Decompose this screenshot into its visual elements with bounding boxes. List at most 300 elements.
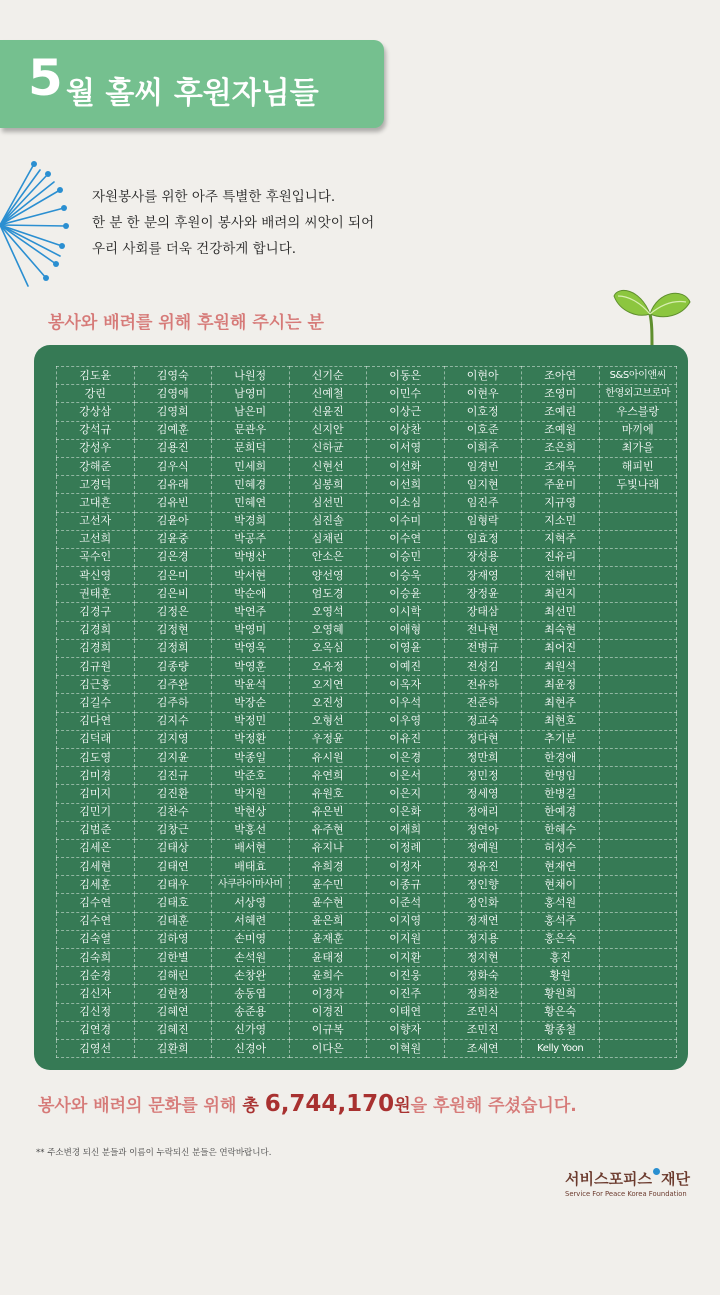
donor-name-cell: [599, 821, 677, 839]
donor-name-cell: 이우영: [367, 712, 445, 730]
donor-name-cell: [599, 658, 677, 676]
donor-name-cell: 조예원: [522, 421, 600, 439]
donor-name-cell: 김윤중: [134, 530, 212, 548]
donor-name-cell: 최선민: [522, 603, 600, 621]
sprout-icon: [612, 278, 692, 353]
donor-name-cell: 이진주: [367, 985, 445, 1003]
donor-name-cell: 최가을: [599, 439, 677, 457]
donor-name-cell: 윤수현: [289, 894, 367, 912]
donor-name-cell: 김해린: [134, 967, 212, 985]
donor-name-cell: 정유진: [444, 858, 522, 876]
donor-name-cell: 이승윤: [367, 585, 445, 603]
logo-name-part2: 재단: [660, 1170, 690, 1188]
donor-name-cell: 엄도경: [289, 585, 367, 603]
donor-name-cell: 김한별: [134, 949, 212, 967]
donor-name-cell: 박준호: [212, 767, 290, 785]
table-row: [57, 603, 677, 621]
donor-name-cell: 김혜진: [134, 1021, 212, 1039]
donor-name-cell: 김환희: [134, 1039, 212, 1057]
donor-name-cell: 오유정: [289, 658, 367, 676]
donor-name-cell: 박장순: [212, 694, 290, 712]
donor-name-cell: 이유진: [367, 730, 445, 748]
donor-name-cell: 이경진: [289, 1003, 367, 1021]
donor-name-cell: 강상삼: [57, 403, 135, 421]
donor-name-cell: 고대흔: [57, 494, 135, 512]
donor-name-cell: [599, 585, 677, 603]
donor-name-cell: 이예진: [367, 658, 445, 676]
donor-name-cell: 임경빈: [444, 457, 522, 475]
donor-name-cell: [599, 567, 677, 585]
donor-name-cell: 최현호: [522, 712, 600, 730]
donor-name-cell: 홍석주: [522, 912, 600, 930]
donor-name-cell: [599, 730, 677, 748]
donor-name-cell: 한병길: [522, 785, 600, 803]
donor-name-cell: 조세연: [444, 1039, 522, 1057]
donor-name-cell: 장재영: [444, 567, 522, 585]
donor-name-cell: 이혁원: [367, 1039, 445, 1057]
donor-name-cell: 오형선: [289, 712, 367, 730]
donor-name-cell: 김주하: [134, 694, 212, 712]
donor-name-cell: 홍진: [522, 949, 600, 967]
intro-line: 한 분 한 분의 후원이 봉사와 배려의 씨앗이 되어: [92, 215, 375, 231]
donor-name-cell: 유연희: [289, 767, 367, 785]
donor-name-cell: 강성우: [57, 439, 135, 457]
donor-name-cell: 오진성: [289, 694, 367, 712]
donor-name-cell: [599, 785, 677, 803]
donor-name-cell: 고경덕: [57, 476, 135, 494]
donor-name-cell: [599, 494, 677, 512]
table-row: [57, 949, 677, 967]
donor-name-cell: 장태삼: [444, 603, 522, 621]
donor-name-cell: 김범준: [57, 821, 135, 839]
donor-name-cell: 임지현: [444, 476, 522, 494]
donor-name-cell: 조아연: [522, 367, 600, 385]
table-row: [57, 785, 677, 803]
donor-name-cell: 이지영: [367, 912, 445, 930]
donor-name-cell: 허성수: [522, 839, 600, 857]
table-row: [57, 421, 677, 439]
donor-name-cell: 신기순: [289, 367, 367, 385]
donor-name-cell: 민혜연: [212, 494, 290, 512]
logo-name-part1: 서비스포피스: [565, 1170, 652, 1188]
table-row: [57, 639, 677, 657]
title-text: 월 홀씨 후원자님들: [66, 76, 319, 111]
table-row: [57, 621, 677, 639]
table-row: [57, 676, 677, 694]
donor-name-cell: 신예철: [289, 385, 367, 403]
donor-name-cell: 민세희: [212, 457, 290, 475]
donor-name-cell: 사쿠라이마사미: [212, 876, 290, 894]
donor-name-cell: [599, 676, 677, 694]
donor-name-cell: 조예린: [522, 403, 600, 421]
donor-name-cell: 조은희: [522, 439, 600, 457]
donor-name-cell: 김정현: [134, 621, 212, 639]
donor-name-cell: [599, 1039, 677, 1057]
donor-name-cell: 이종규: [367, 876, 445, 894]
table-row: [57, 694, 677, 712]
donor-name-cell: 이호정: [444, 403, 522, 421]
donor-name-cell: 정화숙: [444, 967, 522, 985]
donor-name-cell: 김수연: [57, 912, 135, 930]
donor-name-cell: 유은빈: [289, 803, 367, 821]
donor-name-cell: 심봉희: [289, 476, 367, 494]
donor-name-cell: 이경자: [289, 985, 367, 1003]
table-row: [57, 1003, 677, 1021]
donor-name-cell: 이지원: [367, 930, 445, 948]
donor-name-cell: 박순애: [212, 585, 290, 603]
donor-name-cell: 한혜수: [522, 821, 600, 839]
table-row: [57, 512, 677, 530]
donor-name-cell: 이선화: [367, 457, 445, 475]
donor-name-cell: 정예원: [444, 839, 522, 857]
donor-name-cell: 박정환: [212, 730, 290, 748]
donor-name-cell: 손석원: [212, 949, 290, 967]
summary-suffix: 을 후원해 주셨습니다.: [410, 1096, 577, 1116]
donor-name-cell: 이서영: [367, 439, 445, 457]
donor-name-cell: 한영외고브로마: [599, 385, 677, 403]
donor-name-cell: 정교숙: [444, 712, 522, 730]
donor-name-cell: 정다현: [444, 730, 522, 748]
title-month: 5: [28, 49, 63, 107]
donor-name-cell: 김숙열: [57, 930, 135, 948]
donor-name-cell: [599, 748, 677, 766]
donor-name-cell: 김영선: [57, 1039, 135, 1057]
dandelion-seed-decoration-icon: [0, 160, 70, 290]
donor-name-cell: 윤수민: [289, 876, 367, 894]
summary-total-label: 총: [242, 1096, 259, 1116]
donor-name-cell: [599, 767, 677, 785]
donor-name-cell: 이현아: [444, 367, 522, 385]
table-row: [57, 821, 677, 839]
donor-name-cell: 박경희: [212, 512, 290, 530]
donor-name-cell: [599, 839, 677, 857]
donor-name-cell: 박병산: [212, 548, 290, 566]
donor-name-cell: [599, 712, 677, 730]
donor-name-cell: 정민정: [444, 767, 522, 785]
donor-name-cell: 김경희: [57, 621, 135, 639]
donor-name-cell: 김세훈: [57, 876, 135, 894]
donor-name-cell: 이상찬: [367, 421, 445, 439]
donor-name-cell: 남영미: [212, 385, 290, 403]
donor-name-cell: 송동엽: [212, 985, 290, 1003]
donor-name-cell: 지소민: [522, 512, 600, 530]
table-row: [57, 967, 677, 985]
donor-name-cell: 김규원: [57, 658, 135, 676]
donor-name-cell: 김도윤: [57, 367, 135, 385]
donor-name-cell: 최원석: [522, 658, 600, 676]
donor-name-cell: 이시학: [367, 603, 445, 621]
donor-name-cell: 황은숙: [522, 1003, 600, 1021]
donor-name-cell: 임효정: [444, 530, 522, 548]
donor-name-cell: [599, 876, 677, 894]
donor-name-cell: 윤희수: [289, 967, 367, 985]
table-row: [57, 457, 677, 475]
table-row: [57, 930, 677, 948]
intro-line: 자원봉사를 위한 아주 특별한 후원입니다.: [92, 189, 336, 205]
donor-name-cell: 윤은희: [289, 912, 367, 930]
donor-name-cell: 지규영: [522, 494, 600, 512]
donor-name-cell: 심진솔: [289, 512, 367, 530]
donor-name-cell: 신현선: [289, 457, 367, 475]
intro-line: 우리 사회를 더욱 건강하게 합니다.: [92, 241, 297, 257]
donor-name-cell: 김윤아: [134, 512, 212, 530]
donor-name-cell: 조민식: [444, 1003, 522, 1021]
donor-name-cell: [599, 858, 677, 876]
donor-name-cell: 김정은: [134, 603, 212, 621]
donor-name-cell: 이은지: [367, 785, 445, 803]
donor-name-cell: 송준용: [212, 1003, 290, 1021]
donor-name-cell: [599, 894, 677, 912]
donor-name-cell: 장성용: [444, 548, 522, 566]
donor-name-cell: 황원: [522, 967, 600, 985]
table-row: [57, 1039, 677, 1057]
table-row: [57, 767, 677, 785]
donor-name-cell: 박공주: [212, 530, 290, 548]
table-row: [57, 385, 677, 403]
donor-name-cell: 한예경: [522, 803, 600, 821]
table-row: [57, 367, 677, 385]
donor-name-cell: 주윤미: [522, 476, 600, 494]
donor-name-cell: [599, 530, 677, 548]
section-title: 봉사와 배려를 위해 후원해 주시는 분: [48, 313, 324, 333]
donor-name-cell: 전병규: [444, 639, 522, 657]
logo-name: [565, 1168, 690, 1189]
donor-name-cell: 박영미: [212, 621, 290, 639]
donor-name-cell: 정만희: [444, 748, 522, 766]
donor-name-cell: 이승민: [367, 548, 445, 566]
donor-name-cell: [599, 985, 677, 1003]
table-row: [57, 730, 677, 748]
donor-name-cell: 김순경: [57, 967, 135, 985]
donor-name-cell: 김태우: [134, 876, 212, 894]
donor-name-cell: 나원정: [212, 367, 290, 385]
table-row: [57, 494, 677, 512]
donor-name-cell: 이향자: [367, 1021, 445, 1039]
table-row: [57, 839, 677, 857]
foundation-logo: [565, 1168, 690, 1198]
table-row: [57, 585, 677, 603]
donor-name-cell: 김예훈: [134, 421, 212, 439]
donor-name-cell: 정인향: [444, 876, 522, 894]
table-row: [57, 858, 677, 876]
donor-name-cell: 이애형: [367, 621, 445, 639]
donor-name-cell: 윤태정: [289, 949, 367, 967]
table-row: [57, 748, 677, 766]
donor-name-cell: 정지용: [444, 930, 522, 948]
donor-name-cell: 정재연: [444, 912, 522, 930]
donor-name-cell: 김유빈: [134, 494, 212, 512]
donor-name-cell: 배서현: [212, 839, 290, 857]
donor-name-cell: 유희경: [289, 858, 367, 876]
donor-name-cell: 이승욱: [367, 567, 445, 585]
donor-name-cell: 김하영: [134, 930, 212, 948]
donor-name-cell: 해피빈: [599, 457, 677, 475]
donor-name-cell: 김유래: [134, 476, 212, 494]
donor-name-cell: 배태효: [212, 858, 290, 876]
donor-name-cell: 오영석: [289, 603, 367, 621]
donor-name-cell: 이은경: [367, 748, 445, 766]
donor-name-cell: 김정희: [134, 639, 212, 657]
donor-name-cell: 이지환: [367, 949, 445, 967]
donor-name-cell: 진해빈: [522, 567, 600, 585]
donor-name-cell: 강석규: [57, 421, 135, 439]
table-row: [57, 658, 677, 676]
table-row: [57, 439, 677, 457]
donor-name-cell: 박영훈: [212, 658, 290, 676]
donor-name-cell: 김덕래: [57, 730, 135, 748]
donor-name-cell: 장정윤: [444, 585, 522, 603]
donor-name-cell: 홍은숙: [522, 930, 600, 948]
donor-name-cell: 김혜연: [134, 1003, 212, 1021]
summary-unit: 원: [394, 1096, 411, 1116]
donor-name-cell: 신하균: [289, 439, 367, 457]
donor-name-cell: 우정윤: [289, 730, 367, 748]
donor-name-cell: 이우석: [367, 694, 445, 712]
donor-name-cell: 김경구: [57, 603, 135, 621]
donor-name-cell: 김현정: [134, 985, 212, 1003]
donor-name-cell: 정희찬: [444, 985, 522, 1003]
donor-name-cell: 조재욱: [522, 457, 600, 475]
donor-name-cell: 정세영: [444, 785, 522, 803]
donor-name-cell: 손창완: [212, 967, 290, 985]
donor-name-cell: 오영혜: [289, 621, 367, 639]
donor-name-cell: 이다은: [289, 1039, 367, 1057]
donor-name-cell: 최어진: [522, 639, 600, 657]
donor-name-cell: 이정자: [367, 858, 445, 876]
donor-name-cell: 박연주: [212, 603, 290, 621]
donor-name-cell: 이태연: [367, 1003, 445, 1021]
donor-name-cell: 이재희: [367, 821, 445, 839]
donor-name-cell: [599, 803, 677, 821]
donor-name-cell: 김영희: [134, 403, 212, 421]
donor-name-cell: 곡수인: [57, 548, 135, 566]
table-row: [57, 567, 677, 585]
donor-name-cell: 진유리: [522, 548, 600, 566]
donor-name-cell: 심채린: [289, 530, 367, 548]
donor-name-cell: 김진환: [134, 785, 212, 803]
donor-name-cell: 박지원: [212, 785, 290, 803]
donor-name-cell: 이동은: [367, 367, 445, 385]
donor-name-cell: 강해준: [57, 457, 135, 475]
donor-name-cell: [599, 621, 677, 639]
donor-name-cell: 두빛나래: [599, 476, 677, 494]
donor-name-cell: 박현상: [212, 803, 290, 821]
donor-name-cell: 심선민: [289, 494, 367, 512]
donor-name-cell: 고선자: [57, 512, 135, 530]
donor-name-cell: 박영욱: [212, 639, 290, 657]
donor-name-cell: 정연아: [444, 821, 522, 839]
donor-name-cell: 문희덕: [212, 439, 290, 457]
logo-subtitle: Service For Peace Korea Foundation: [565, 1190, 687, 1198]
donor-name-cell: 김길수: [57, 694, 135, 712]
donor-name-cell: 김영애: [134, 385, 212, 403]
donor-name-cell: 신윤진: [289, 403, 367, 421]
donor-name-cell: 신가영: [212, 1021, 290, 1039]
donor-name-cell: 김미지: [57, 785, 135, 803]
donor-name-cell: 김연경: [57, 1021, 135, 1039]
donor-name-cell: 유주현: [289, 821, 367, 839]
donor-name-cell: [599, 639, 677, 657]
donor-name-cell: 김용진: [134, 439, 212, 457]
donor-name-cell: 김우식: [134, 457, 212, 475]
table-row: [57, 912, 677, 930]
donor-name-cell: 최린지: [522, 585, 600, 603]
donor-name-cell: 김태연: [134, 858, 212, 876]
donor-name-cell: 이진웅: [367, 967, 445, 985]
donor-name-cell: 박서현: [212, 567, 290, 585]
table-row: [57, 803, 677, 821]
donor-name-cell: 김진규: [134, 767, 212, 785]
donor-name-cell: 이희주: [444, 439, 522, 457]
donor-name-cell: 김태상: [134, 839, 212, 857]
table-row: [57, 876, 677, 894]
donor-name-cell: 강린: [57, 385, 135, 403]
table-row: [57, 530, 677, 548]
donor-name-cell: 이호준: [444, 421, 522, 439]
donor-name-cell: 이옥자: [367, 676, 445, 694]
donor-name-cell: 김지수: [134, 712, 212, 730]
donor-name-cell: 이은서: [367, 767, 445, 785]
donor-name-cell: 서상영: [212, 894, 290, 912]
donor-name-cell: 김미경: [57, 767, 135, 785]
donor-name-cell: 양선영: [289, 567, 367, 585]
donor-name-cell: [599, 1021, 677, 1039]
donor-name-cell: 전유하: [444, 676, 522, 694]
table-row: [57, 403, 677, 421]
donor-name-cell: 마끼에: [599, 421, 677, 439]
donor-name-cell: 이정례: [367, 839, 445, 857]
donor-name-cell: 최현주: [522, 694, 600, 712]
donor-name-cell: 이민수: [367, 385, 445, 403]
donor-name-cell: 오지연: [289, 676, 367, 694]
donor-name-cell: 황원희: [522, 985, 600, 1003]
donor-name-cell: 전나현: [444, 621, 522, 639]
donor-name-cell: 김도영: [57, 748, 135, 766]
donor-name-cell: 김찬수: [134, 803, 212, 821]
donor-name-cell: 고선희: [57, 530, 135, 548]
donor-name-cell: 김지윤: [134, 748, 212, 766]
donor-name-cell: 신경아: [212, 1039, 290, 1057]
donor-name-cell: 김태훈: [134, 912, 212, 930]
donor-name-cell: 유원호: [289, 785, 367, 803]
donor-name-cell: [599, 694, 677, 712]
intro-text: [92, 184, 374, 262]
donor-name-cell: 김신자: [57, 985, 135, 1003]
table-row: [57, 548, 677, 566]
donor-name-cell: 홍석원: [522, 894, 600, 912]
summary-amount: 6,744,170: [264, 1091, 395, 1117]
donor-name-cell: 김은경: [134, 548, 212, 566]
donor-name-cell: 정인화: [444, 894, 522, 912]
donor-name-cell: 김수연: [57, 894, 135, 912]
summary-prefix: 봉사와 배려의 문화를 위해: [38, 1096, 243, 1116]
donor-name-cell: 김태호: [134, 894, 212, 912]
donor-name-cell: 최윤정: [522, 676, 600, 694]
donor-name-cell: 임형락: [444, 512, 522, 530]
contact-note: ** 주소변경 되신 분들과 이름이 누락되신 분들은 연락바랍니다.: [36, 1148, 272, 1158]
table-row: [57, 476, 677, 494]
donor-name-cell: 박종일: [212, 748, 290, 766]
donor-name-cell: 김주완: [134, 676, 212, 694]
donor-name-cell: 이준석: [367, 894, 445, 912]
donor-name-cell: 안소은: [289, 548, 367, 566]
donor-name-cell: 곽신영: [57, 567, 135, 585]
donor-name-cell: 박윤석: [212, 676, 290, 694]
donor-name-cell: 이영윤: [367, 639, 445, 657]
table-row: [57, 894, 677, 912]
donor-name-cell: 이소심: [367, 494, 445, 512]
donor-name-cell: 조민진: [444, 1021, 522, 1039]
